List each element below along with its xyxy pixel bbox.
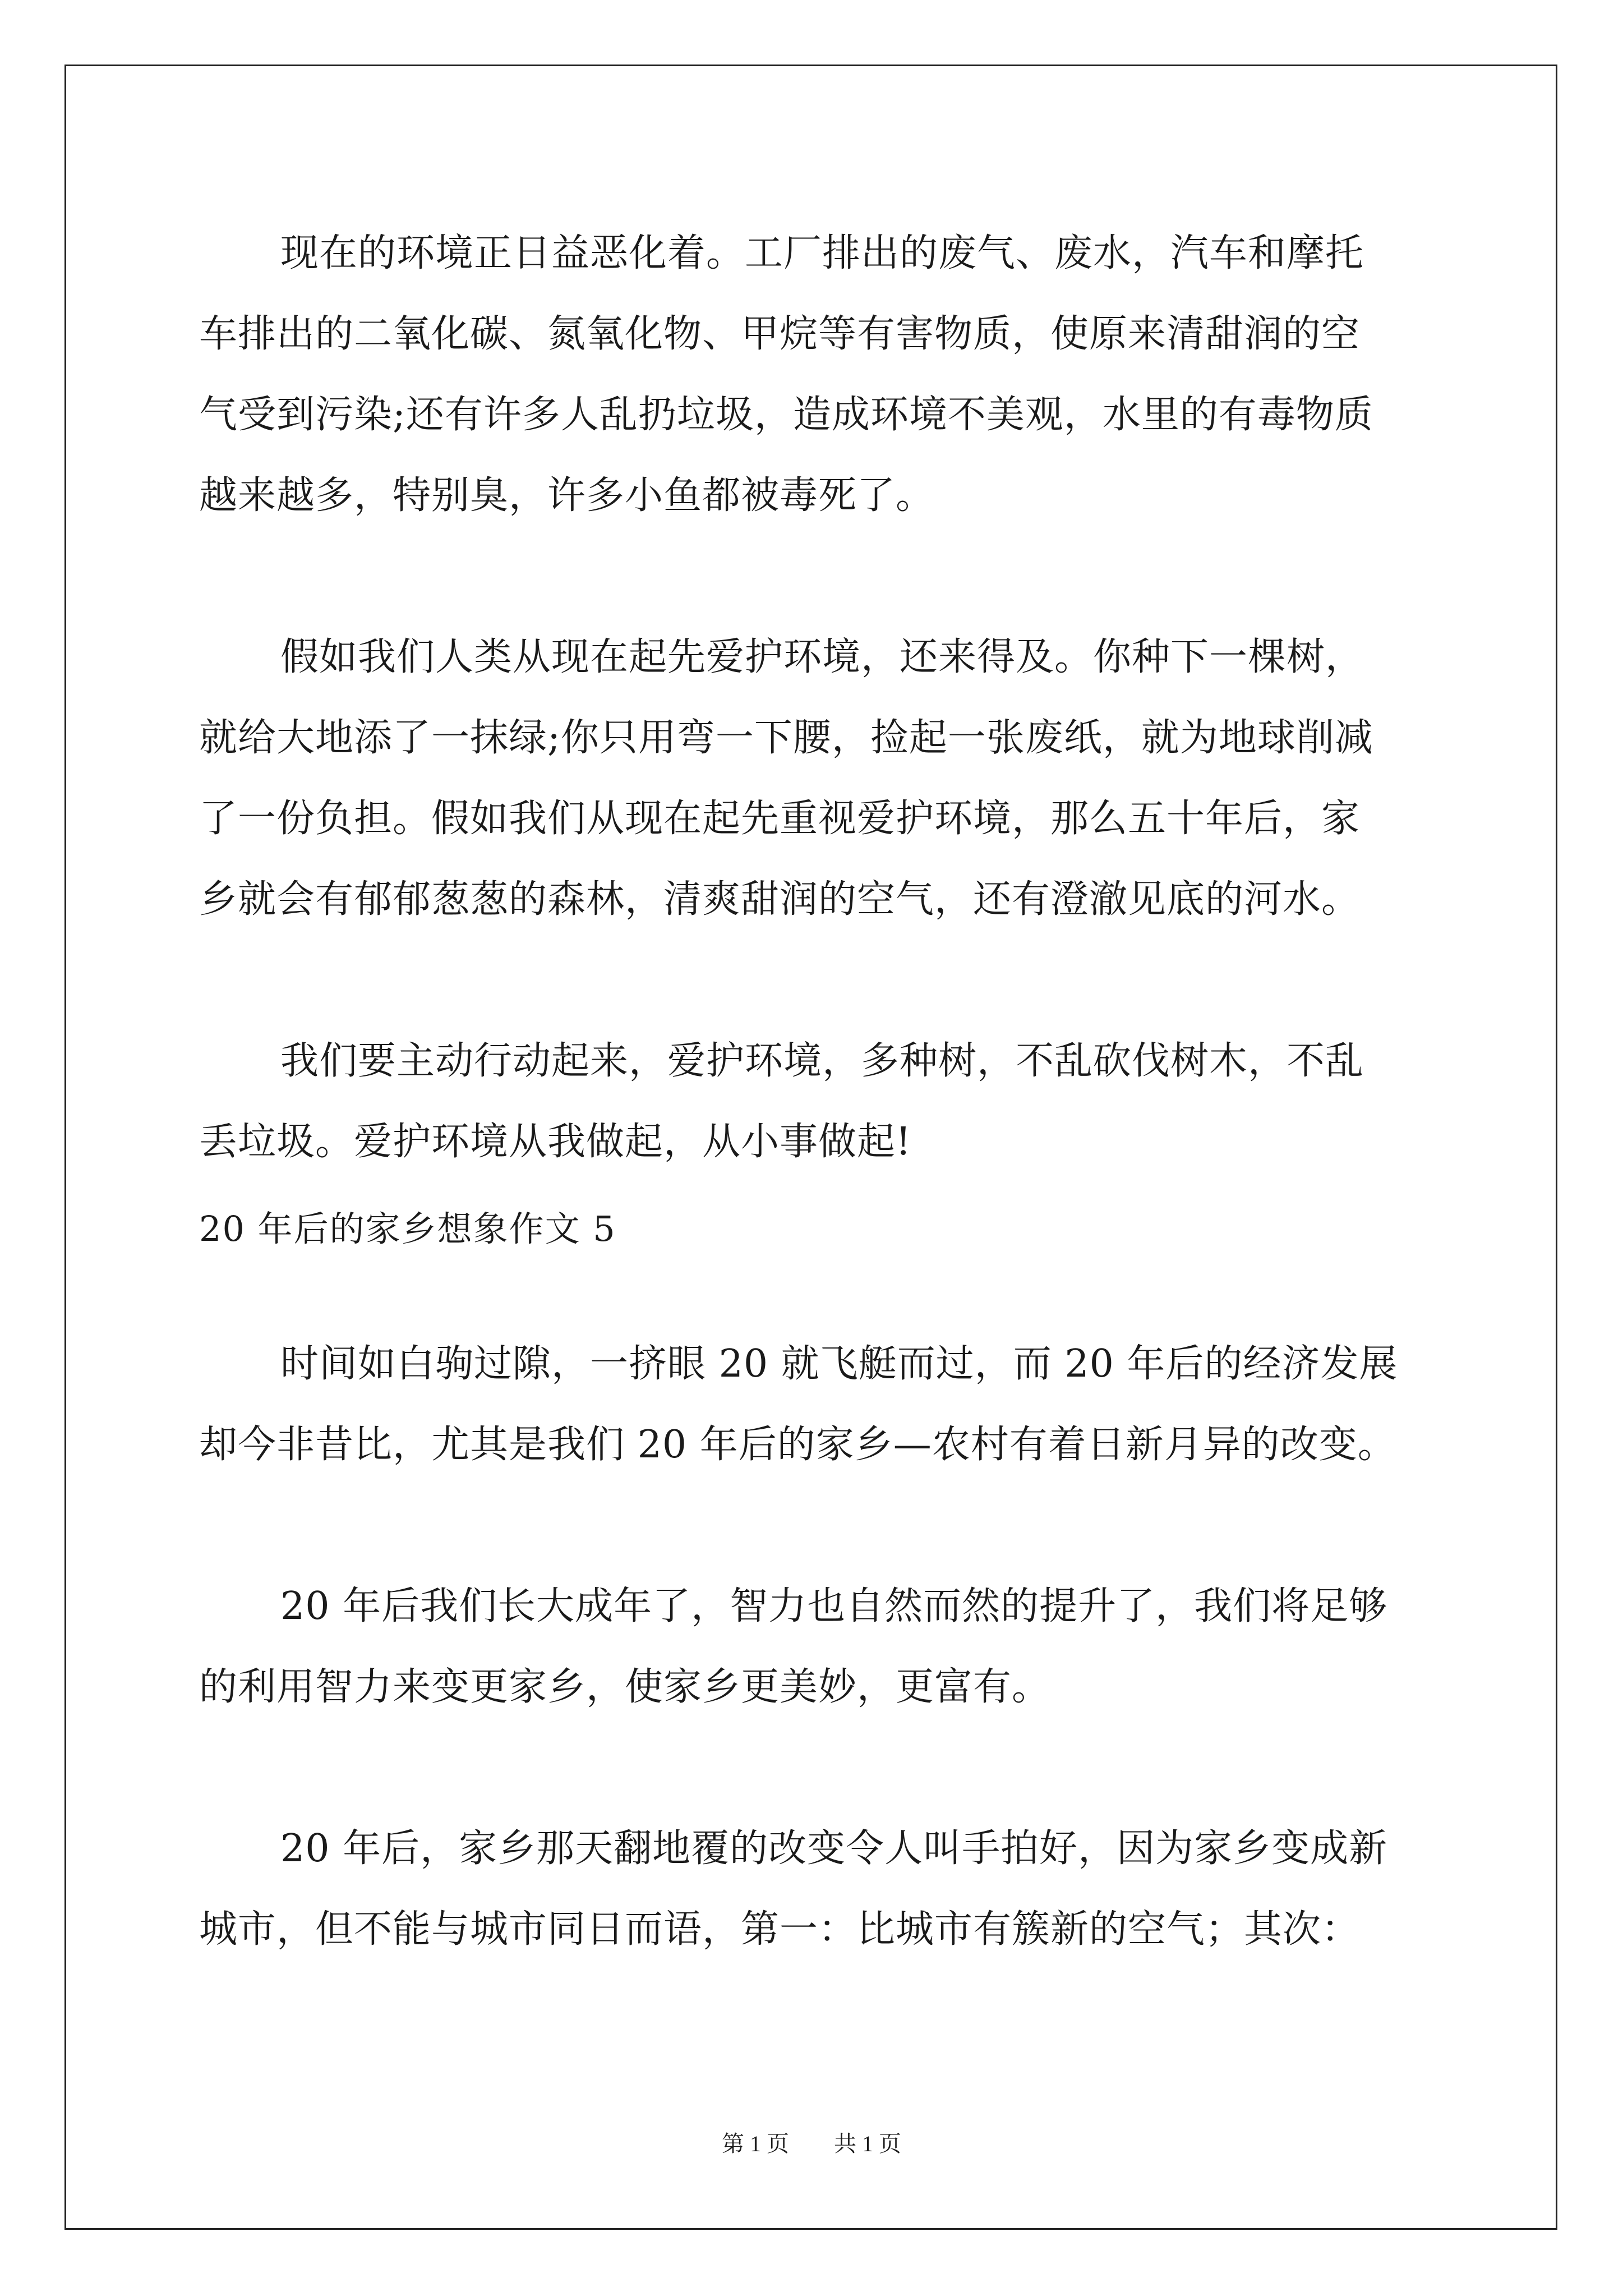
paragraph-line: 丢垃圾。爱护环境从我做起，从小事做起! <box>199 1120 912 1164</box>
paragraph-line: 车排出的二氧化碳、氮氧化物、甲烷等有害物质，使原来清甜润的空 <box>199 312 1361 356</box>
paragraph-line: 20 年后，家乡那天翻地覆的改变令人叫手拍好，因为家乡变成新 <box>280 1826 1388 1871</box>
paragraph-line: 假如我们人类从现在起先爱护环境，还来得及。你种下一棵树， <box>280 635 1364 679</box>
paragraph-line: 了一份负担。假如我们从现在起先重视爱护环境，那么五十年后，家 <box>199 797 1361 841</box>
page-footer <box>0 2126 1623 2158</box>
paragraph-line: 时间如白驹过隙，一挤眼 20 就飞艇而过，而 20 年后的经济发展 <box>280 1342 1398 1386</box>
paragraph-line: 就给大地添了一抹绿;你只用弯一下腰，捡起一张废纸，就为地球削减 <box>199 716 1373 760</box>
paragraph-line: 的利用智力来变更家乡，使家乡更美妙，更富有。 <box>199 1665 1051 1709</box>
paragraph-line: 我们要主动行动起来，爱护环境，多种树，不乱砍伐树木，不乱 <box>280 1039 1364 1083</box>
section-heading: 20 年后的家乡想象作文 5 <box>199 1208 616 1249</box>
paragraph-line: 20 年后我们长大成年了，智力也自然而然的提升了，我们将足够 <box>280 1584 1388 1628</box>
paragraph-line: 城市，但不能与城市同日而语，第一：比城市有簇新的空气；其次： <box>199 1907 1361 1952</box>
page-number: 第 1 页 <box>722 2131 789 2156</box>
paragraph-line: 却今非昔比，尤其是我们 20 年后的家乡—农村有着日新月异的改变。 <box>199 1423 1396 1467</box>
paragraph-line: 越来越多，特别臭，许多小鱼都被毒死了。 <box>199 473 935 518</box>
paragraph-line: 现在的环境正日益恶化着。工厂排出的废气、废水，汽车和摩托 <box>280 231 1364 275</box>
page-total: 共 1 页 <box>834 2131 901 2156</box>
paragraph-line: 气受到污染;还有许多人乱扔垃圾，造成环境不美观，水里的有毒物质 <box>199 393 1373 437</box>
paragraph-line: 乡就会有郁郁葱葱的森林，清爽甜润的空气，还有澄澈见底的河水。 <box>199 877 1361 922</box>
